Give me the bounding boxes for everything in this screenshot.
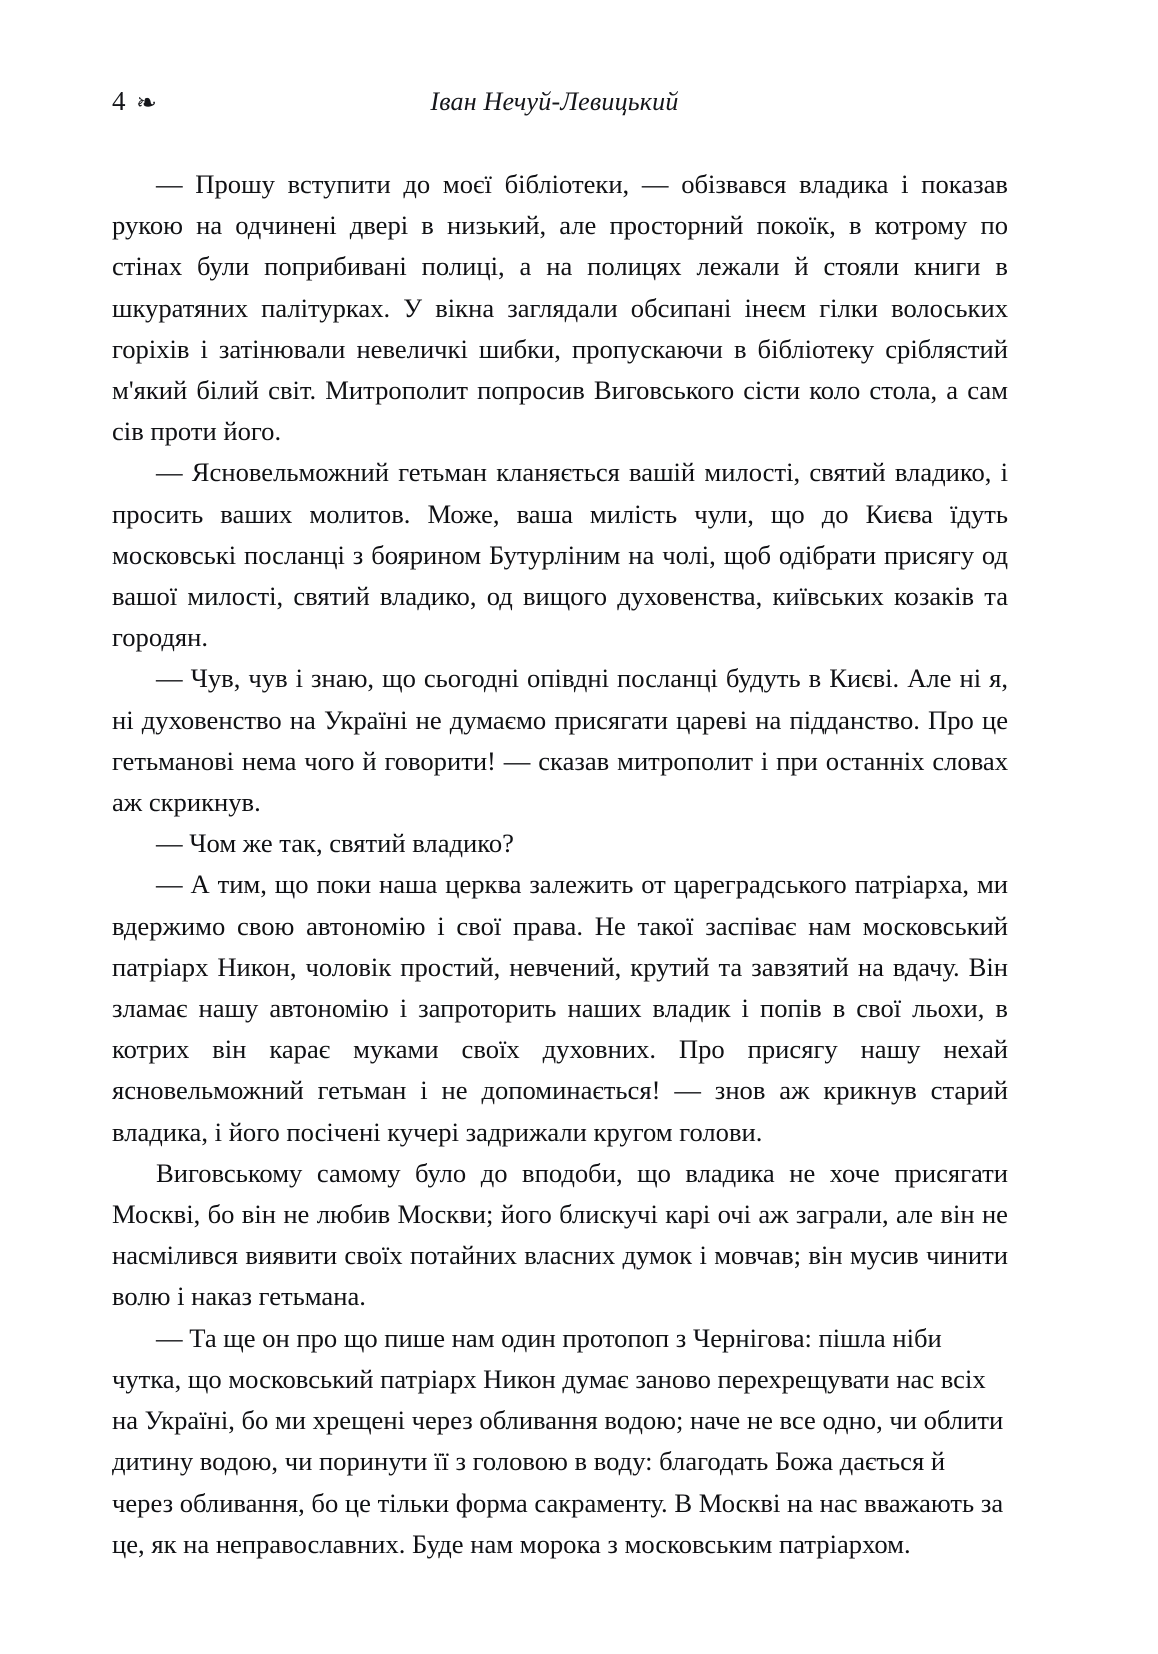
paragraph: — Прошу вступити до моєї бібліотеки, — обізвався владика і показав рукою на одчинені двері в низький, але просторний покоїк, в котрому по стінах були поприбивані полиці, а на полицях лежали й стояли книги в шкуратяних палітурках. У вікна заглядали обсипані інеєм гілки волоських горіхів і затінювали невеличкі шибки, пропускаючи в бібліотеку сріблястий м'який білий світ. Митрополит попросив Виговського сісти коло стола, а сам сів проти його.: [112, 169, 1008, 447]
paragraph: — Чом же так, святий владико?: [156, 828, 514, 859]
paragraph: — Ясновельможний гетьман кланяється вашій милості, святий владико, і просить ваших молитов. Може, ваша милість чули, що до Києва їдуть московські посланці з боярином Бутурліним на чолі, щоб одібрати присягу од вашої милості, святий владико, од вищого духовенства, київських козаків та городян.: [112, 457, 1008, 653]
page-content: [112, 86, 1008, 1565]
paragraph: Виговському самому було до вподоби, що владика не хоче присягати Москві, бо він не любив Москви; його блискучі карі очі аж заграли, але він не насмілився виявити своїх потайних власних думок і мовчав; він мусив чинити волю і наказ гетьмана.: [112, 1157, 1008, 1312]
running-head: [112, 86, 1008, 128]
paragraph: — А тим, що поки наша церква залежить от цареградського патріарха, ми вдержимо свою автономію і свої права. Не такої заспіває нам московський патріарх Никон, чоловік простий, невчений, крутий та завзятий на вдачу. Він зламає нашу автономію і запроторить наших владик і попів в свої льохи, в котрих він карає муками своїх духовних. Про присягу нашу нехай ясновельможний гетьман і не допоминається! — знов аж крикнув старий владика, і його посічені кучері задрижали кругом голови.: [112, 869, 1008, 1147]
page-number: 4: [112, 86, 126, 116]
body-text: [112, 164, 1008, 1565]
paragraph: — Чув, чув і знаю, що сьогодні опівдні посланці будуть в Києві. Але ні я, ні духовенство на Україні не думаємо присягати цареві на підданство. Про це гетьманові нема чого й говорити! — сказав митрополит і при останніх словах аж скрикнув.: [112, 663, 1008, 818]
running-title: Іван Нечуй-Левицький: [430, 87, 679, 116]
ornament-icon: ❧: [136, 90, 157, 117]
paragraph: — Та ще он про що пише нам один протопоп з Чернігова: пішла ніби чутка, що московський патріарх Никон думає заново перехрещувати нас всіх на Україні, бо ми хрещені через обливання водою; наче не все одно, чи облити дитину водою, чи поринути її з головою в воду: благодать Божа дається й через обливання, бо це тільки форма сакраменту. В Москві на нас вважають за це, як на неправославних. Буде нам морока з московським патріархом.: [112, 1322, 1004, 1559]
